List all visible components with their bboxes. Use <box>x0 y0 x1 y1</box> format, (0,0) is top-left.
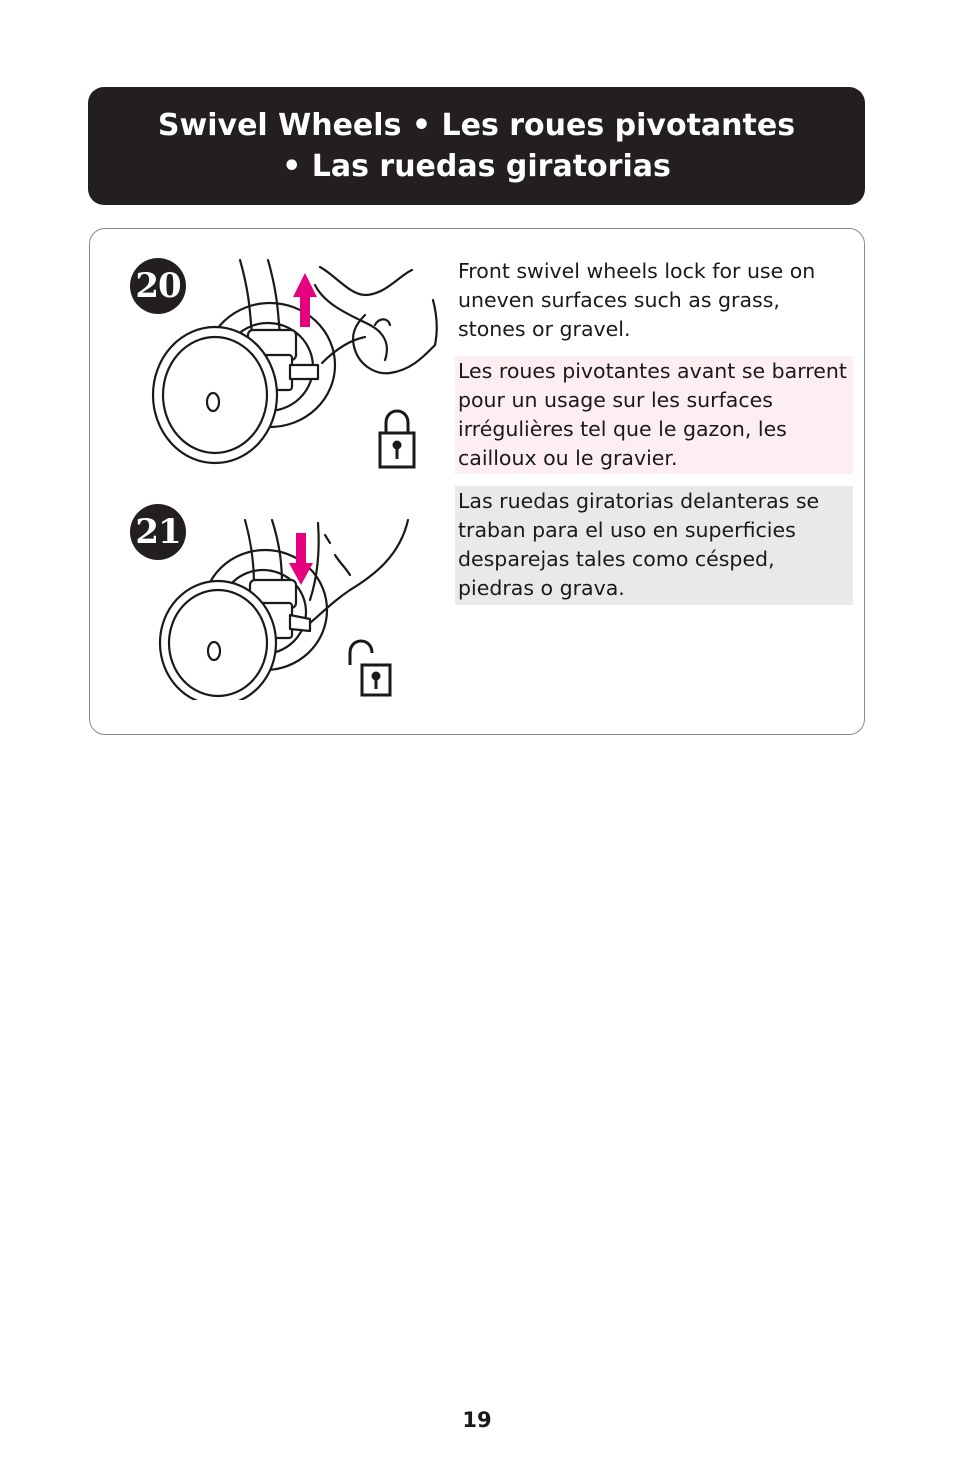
step-badge-20: 20 <box>130 258 186 314</box>
instruction-text-fr: Les roues pivotantes avant se barrent pour un usage sur les surfaces irrégulières tel que le gazon, les cailloux ou le gravier. <box>455 356 853 474</box>
step-badge-21: 21 <box>130 504 186 560</box>
page-number: 19 <box>462 1408 492 1432</box>
padlock-unlocked-icon <box>350 641 390 695</box>
section-title-line1: Swivel Wheels • Les roues pivotantes <box>157 108 796 143</box>
instruction-text-en: Front swivel wheels lock for use on uneven surfaces such as grass, stones or gravel. <box>458 259 816 341</box>
instruction-text-es: Las ruedas giratorias delanteras se traban para el uso en superficies desparejas tales como césped, piedras o grava. <box>455 486 853 605</box>
section-header <box>88 87 865 205</box>
wheel-lock-illustration-20 <box>150 255 440 470</box>
wheel-unlock-illustration-21 <box>150 515 440 700</box>
padlock-locked-icon <box>380 411 414 467</box>
section-title-line2: • Las ruedas giratorias <box>282 149 671 184</box>
